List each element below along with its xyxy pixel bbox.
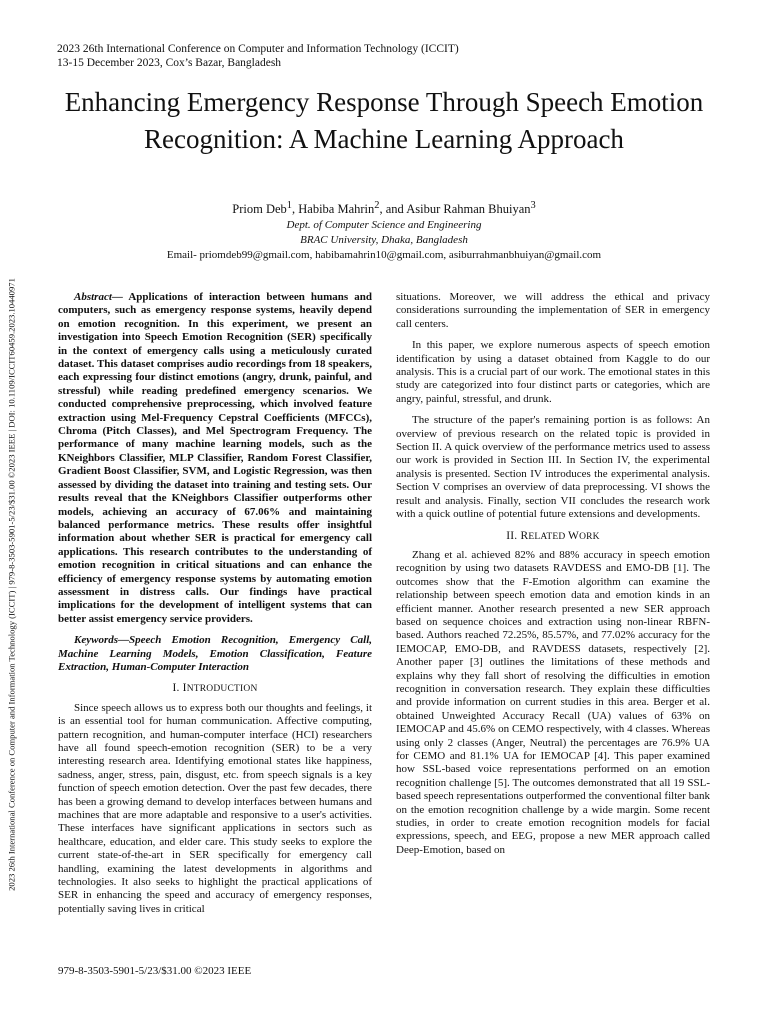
related-paragraph-1: Zhang et al. achieved 82% and 88% accuracy in speech emotion recognition by using two datasets RAVDESS and EMO-DB [1]. The outcomes show that the F-Emotion algorithm can examine the relationship between speech emotion data and emotion kinds in an efficient manner. Another research presented a new SER approach based on sequence choices and extraction using non-linear RBFN-based. Authors reached 72.25%, 85.57%, and 77.02% accuracy for the IEMOCAP, EMO-DB, and RAVDESS datasets, respectively [2]. Another paper [3] outlines the limitations of these methods and explains why they fall short of resolving the difficulties in emotion recognition in conversation research. They explain these difficulties and provide information on current studies in this area. Berger et al. obtained Unweighted Accuracy Recall (UA) values of 63% on IEMOCAP and 45.6% on CEMO respectively, with 4 classes. Whereas using only 2 classes (Anger, Neutral) the percentages are 76.9% UA for CEMO and 81.1% UA for IEMOCAP [4]. This paper examined how SSL-based voice representations performed on an emotion recognition challenge [5]. The outcomes demonstrated that all 19 SSL-based speech representations outperformed the conventional filter bank on the emotion recognition challenge by a wide margin. Some recent studies, in order to create emotion recognition models for facial expressions, speech, and EEG, propose a new MER approach called Deep-Emotion, based on bbox=[396, 548, 710, 856]
author-separator: , bbox=[292, 202, 299, 217]
affiliation-university: BRAC University, Dhaka, Bangladesh bbox=[300, 234, 468, 247]
conference-date-location: 13-15 December 2023, Cox’s Bazar, Bangladesh bbox=[57, 57, 282, 69]
section-number: I. bbox=[172, 682, 183, 695]
author-emails: Email- priomdeb99@gmail.com, habibamahrin10@gmail.com, asiburrahmanbhuiyan@gmail.com bbox=[166, 249, 602, 262]
abstract-text: Applications of interaction between humans and computers, such as emergency response systems, heavily depend on emotion recognition. In this experiment, we present an investigation into Speech Emotion Recognition (SER) specifically in the context of emergency calls using a meticulously curated dataset. This dataset comprises audio recordings from 18 speakers, each expressing four distinct emotions (angry, drunk, painful, and stressful) while reading predefined emergency scenarios. We conducted comprehensive preprocessing, which involved feature extraction using Mel-Frequency Cepstral Coefficients (MFCCs), Chroma (Pitch Classes), and Mel Spectrogram Frequency. The performance of many machine learning models, such as the KNeighbors Classifier, MLP Classifier, Random Forest Classifier, Gradient Boost Classifier, SVM, and Logistic Regression, was then assessed by dividing the dataset into training and testing sets. Our results reveal that the KNeighbors Classifier outperforms other models, achieving an accuracy of 67.06% and maintaining balanced performance metrics. These results offer insightful information about whether SER is practical for emergency call applications. This research contributes to the understanding of emotion recognition in critical situations and can enhance the efficiency of emergency response systems by automating emotion assessment in distress calls. Our findings have practical implications for the development of intelligent systems that can better assist emergency service providers. bbox=[58, 291, 372, 625]
section-rest: NTRODUCTION bbox=[186, 684, 258, 695]
author-1-mark: 1 bbox=[286, 200, 292, 211]
author-2-mark: 2 bbox=[374, 200, 380, 211]
section-rest: ORK bbox=[579, 531, 600, 542]
abstract-lead: Abstract— bbox=[74, 291, 123, 303]
doi-sidebar: 2023 26th International Conference on Computer and Information Technology (ICCIT) | 979-8-3503-5901-5/23/$31.00 ©2023 IEEE | DOI: 10.1109/ICCIT60459.2023.10440971 bbox=[6, 278, 17, 891]
section-number: II. bbox=[506, 529, 521, 542]
right-column bbox=[396, 291, 710, 865]
author-names bbox=[40, 198, 728, 217]
conference-name: 2023 26th International Conference on Computer and Information Technology (ICCIT) bbox=[57, 43, 459, 55]
intro-paragraph-1-continued: situations. Moreover, we will address the ethical and privacy considerations surrounding the implementation of SER in emergency call centers. bbox=[396, 291, 710, 330]
author-1: Priom Deb bbox=[232, 202, 287, 217]
section-initial: I bbox=[182, 682, 187, 695]
section-heading-introduction bbox=[58, 682, 372, 696]
section-initial: W bbox=[568, 529, 580, 542]
author-3-mark: 3 bbox=[530, 200, 536, 211]
intro-paragraph-2: In this paper, we explore numerous aspects of speech emotion identification by using a dataset obtained from Kaggle to do our analysis. This is a crucial part of our work. The emotional states in this study are categorized into four distinct parts or categories, which are angry, painful, stressful, and drunk. bbox=[396, 339, 710, 405]
author-2: Habiba Mahrin bbox=[298, 202, 375, 217]
author-3: Asibur Rahman Bhuiyan bbox=[406, 202, 531, 217]
copyright-footer: 979-8-3503-5901-5/23/$31.00 ©2023 IEEE bbox=[58, 965, 252, 977]
left-column bbox=[58, 291, 372, 924]
intro-paragraph-3: The structure of the paper's remaining portion is as follows: An overview of previous research on the related topic is provided in Section II. A quick overview of the performance metrics used to assess our work is provided in Section III. In Section IV, the experimental analysis is presented. Section IV introduces the experimental analysis. Section V comprises an overview of data preprocessing. VI shows the result and analysis. Finally, section VII concludes the research work with a quick outline of potential future extensions and developments. bbox=[396, 414, 710, 521]
section-initial: R bbox=[520, 529, 529, 542]
author-block bbox=[40, 198, 728, 263]
paper-title: Enhancing Emergency Response Through Speech Emotion Recognition: A Machine Learning Approach bbox=[64, 87, 704, 154]
section-rest: ELATED bbox=[528, 531, 568, 542]
conference-header bbox=[57, 42, 459, 70]
affiliation-department: Dept. of Computer Science and Engineering bbox=[286, 219, 482, 232]
keywords: Keywords—Speech Emotion Recognition, Emergency Call, Machine Learning Models, Emotion Classification, Feature Extraction, Human-Computer Interaction bbox=[58, 634, 372, 673]
section-heading-related-work bbox=[396, 530, 710, 544]
intro-paragraph-1: Since speech allows us to express both our thoughts and feelings, it is an essential tool for human communication. Affective computing, pattern recognition, and human-computer interface (HCI) researchers have all found speech-emotion recognition (SER) to be a very interesting research area. Identifying emotional states like happiness, sadness, anger, stress, pain, disgust, etc. from speech signals is a key function of speech emotion detection. Over the past few decades, there has been a growing demand to develop interfaces between humans and machines that are more adaptable and responsive to a user's activities. These interfaces have significant applications in sectors such as healthcare, education, and elder care. This study seeks to explore the current state-of-the-art in SER specifically for emergency call handling, examining the latest developments in algorithms and technologies. It also seeks to highlight the practical applications of SER in enhancing the speed and accuracy of emergency responses, potentially saving lives in critical bbox=[58, 701, 372, 915]
abstract bbox=[58, 291, 372, 626]
author-separator: , and bbox=[379, 202, 407, 217]
